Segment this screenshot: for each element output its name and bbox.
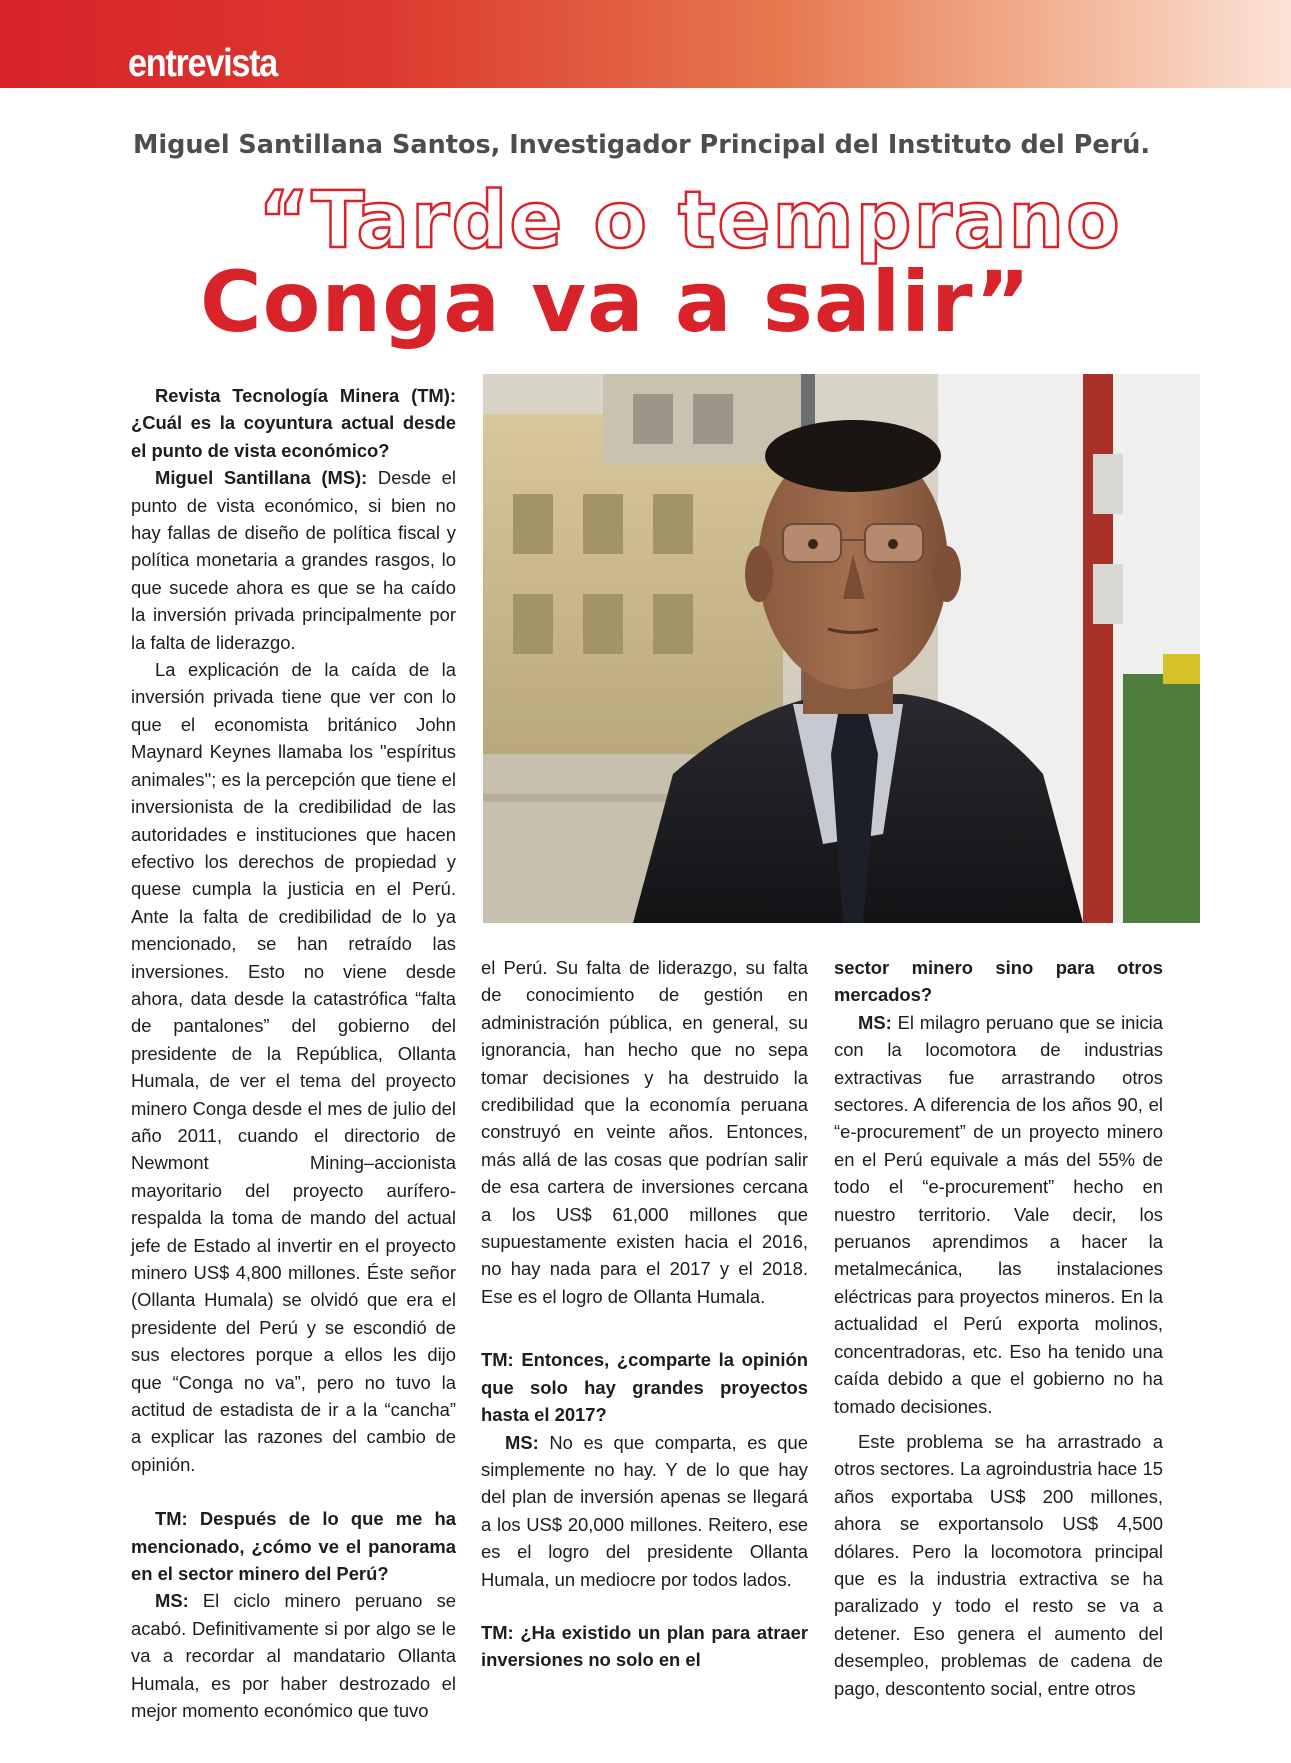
answer-paragraph xyxy=(834,1009,1163,1420)
body-paragraph: La explicación de la caída de la inversión privada tiene que ver con lo que el economista británico John Maynard Keynes llamaba los "espíritus animales"; es la percepción que tiene el inversionista de la credibilidad de las autoridades e instituciones que hacen efectivo los derechos de propiedad y quese cumpla la justicia en el Perú. Ante la falta de credibilidad de lo ya mencionado, se han retraído las inversiones. Esto no viene desde ahora, data desde la catastrófica “falta de pantalones” del gobierno del presidente de la República, Ollanta Humala, de ver el tema del proyecto minero Conga desde el mes de julio del año 2011, cuando el directorio de Newmont Mining–accionista mayoritario del proyecto aurífero-respalda la toma de mando del actual jefe de Estado al invertir en el proyecto minero US$ 4,800 millones. Éste señor (Ollanta Humala) se olvidó que era el presidente del Perú y se escondió de sus electores porque a ellos les dijo que “Conga no va”, pero no tuvo la actitud de estadista de ir a la “cancha” a explicar las razones del cambio de opinión. xyxy=(131,659,456,1475)
speaker-label: MS: xyxy=(155,1590,189,1612)
article-column-2 xyxy=(481,954,808,1674)
body-paragraph: Este problema se ha arrastrado a otros sectores. La agroindustria hace 15 años exportaba US$ 200 millones, ahora se exportansolo US$ 4,500 dólares. Pero la locomotora principal que es la industria extractiva se ha paralizado y todo el resto se va a detener. Eso genera el aumento del desempleo, problemas de cadena de pago, descontento social, entre otros xyxy=(834,1430,1163,1699)
answer-text: Desde el punto de vista económico, si bien no hay fallas de diseño de política fiscal y política monetaria a grandes rasgos, lo que sucede ahora es que se ha caído la inversión privada principalmente por la falta de liderazgo. xyxy=(131,467,456,653)
headline-line-1: “Tarde o temprano xyxy=(258,176,1122,266)
interviewee-subtitle: Miguel Santillana Santos, Investigador Principal del Instituto del Perú. xyxy=(133,130,1151,160)
speaker-label: MS: xyxy=(505,1431,539,1453)
answer-text: El milagro peruano que se inicia con la locomotora de industrias extractivas fue arrastrando otros sectores. A diferencia de los años 90, el “e-procurement” de un proyecto minero en el Perú equivale a más del 55% de todo el “e-procurement” hecho en nuestro territorio. Vale decir, los peruanos aprendimos a hacer la metalmecánica, las instalaciones eléctricas para proyectos mineros. En la actualidad el Perú exporta molinos, concentradoras, etc. Eso ha tenido una caída debido a que el gobierno no ha tomado decisiones. xyxy=(834,1011,1163,1417)
answer-text: El ciclo minero peruano se acabó. Definitivamente si por algo se le va a recordar al mandatario Ollanta Humala, es por haber destrozado el mejor momento económico que tuvo xyxy=(131,1590,456,1722)
answer-text: No es que comparta, es que simplemente no hay. Y de lo que hay del plan de inversión apenas se llegará a los US$ 20,000 millones. Reitero, ese es el logro del presidente Ollanta Humala, un mediocre por todos lados. xyxy=(481,1431,808,1590)
article-column-3 xyxy=(834,954,1163,1702)
question-paragraph: TM: ¿Ha existido un plan para atraer inversiones no solo en el xyxy=(481,1621,808,1671)
question-paragraph: Revista Tecnología Minera (TM): ¿Cuál es la coyuntura actual desde el punto de vista económico? xyxy=(131,385,456,461)
answer-paragraph xyxy=(131,464,456,656)
body-paragraph: el Perú. Su falta de liderazgo, su falta de conocimiento de gestión en administración pública, en general, su ignorancia, han hecho que no sepa tomar decisiones y ha destruido la credibilidad que la economía peruana construyó en veinte años. Entonces, más allá de las cosas que podrían salir de esa cartera de inversiones cercana a los US$ 61,000 millones que supuestamente existen hacia el 2016, no hay nada para el 2017 y el 2018. Ese es el logro de Ollanta Humala. xyxy=(481,957,808,1307)
speaker-label: Miguel Santillana (MS): xyxy=(155,467,368,489)
section-label: entrevista xyxy=(128,42,277,85)
question-paragraph: sector minero sino para otros mercados? xyxy=(834,957,1163,1006)
speaker-label: MS: xyxy=(858,1011,892,1033)
headline-line-2: Conga va a salir” xyxy=(200,253,1032,351)
answer-paragraph xyxy=(131,1587,456,1724)
answer-paragraph xyxy=(481,1429,808,1593)
question-paragraph: TM: Entonces, ¿comparte la opinión que solo hay grandes proyectos hasta el 2017? xyxy=(481,1349,808,1426)
portrait-photo xyxy=(483,374,1200,923)
article-column-1 xyxy=(131,382,456,1725)
question-paragraph: TM: Después de lo que me ha mencionado, ¿cómo ve el panorama en el sector minero del Perú? xyxy=(131,1508,456,1585)
